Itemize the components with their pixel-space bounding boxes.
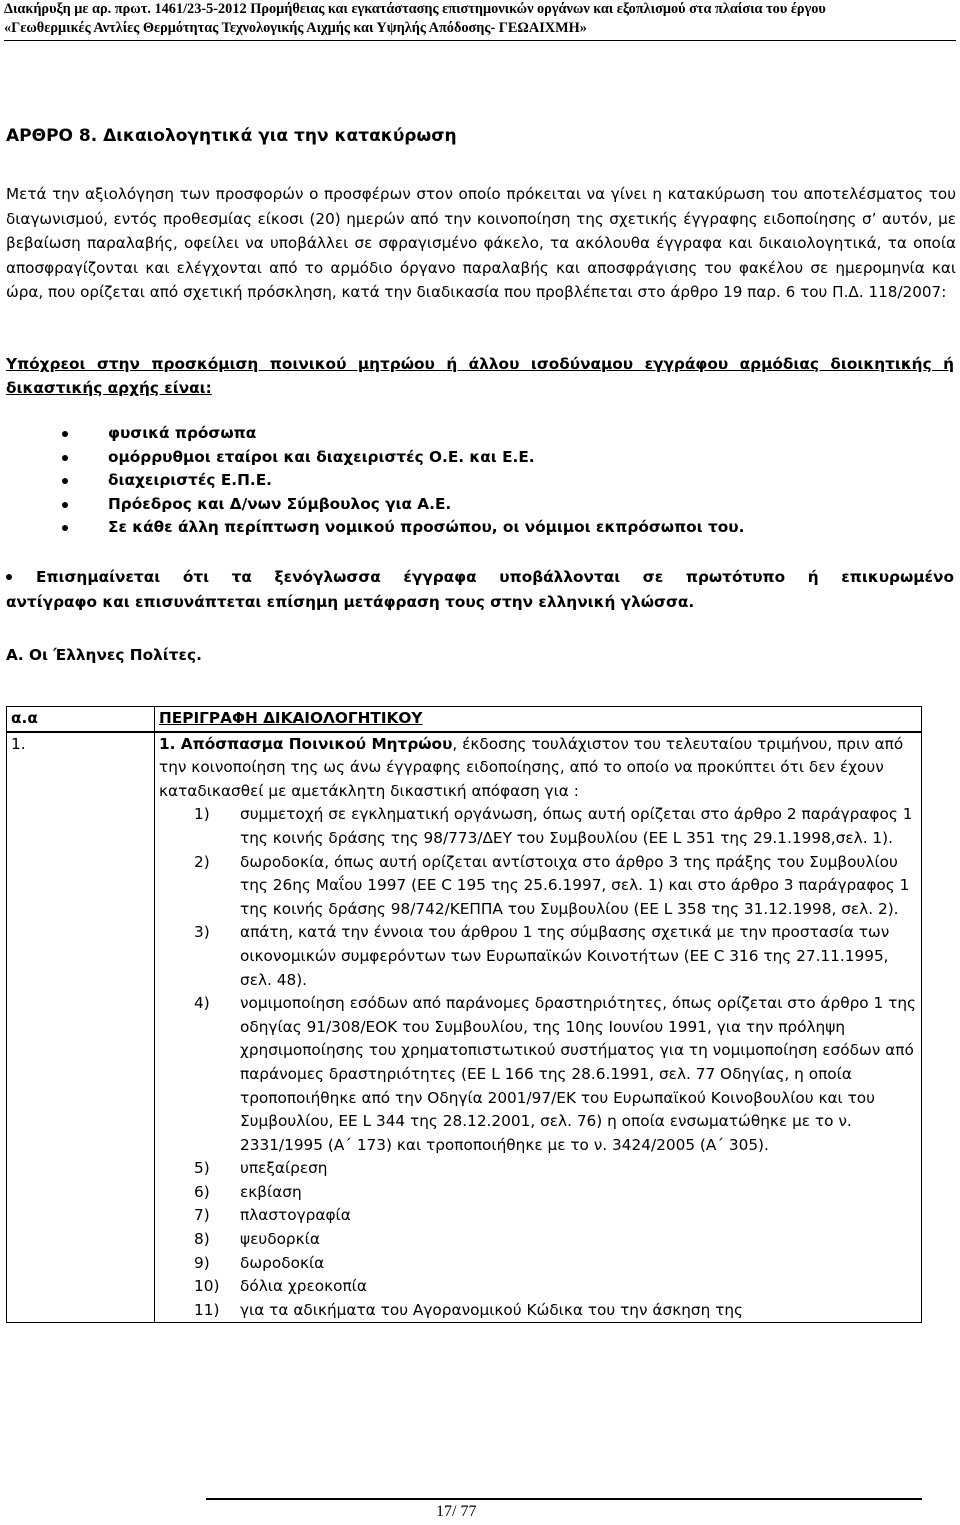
- list-item: 1) συμμετοχή σε εγκληματική οργάνωση, όπως αυτή ορίζεται στο άρθρο 2 παράγραφος 1 της κοινής δράσης της 98/773/ΔΕΥ του Συμβουλίου (ΕΕ L 351 της 29.1.1998,σελ. 1).: [194, 805, 913, 847]
- offences-list: [159, 803, 921, 1322]
- bullet-icon: [62, 525, 68, 531]
- obligated-heading: Υπόχρεοι στην προσκόμιση ποινικού μητρώου ή άλλου ισοδύναμου εγγράφου αρμόδιας διοικητικής ή δικαστικής αρχής είναι:: [6, 355, 954, 397]
- bullet-icon: [62, 478, 68, 484]
- list-item: 3) απάτη, κατά την έννοια του άρθρου 1 της σύμβασης σχετικά με την προστασία των οικονομικών συμφερόντων των Ευρωπαϊκών Κοινοτήτων (ΕΕ C 316 της 27.11.1995, σελ. 48).: [194, 923, 890, 989]
- list-item: φυσικά πρόσωπα: [62, 422, 744, 446]
- page-number: 17/ 77: [436, 1503, 477, 1520]
- article-title: ΑΡΘΡΟ 8. Δικαιολογητικά για την κατακύρωση: [6, 126, 457, 146]
- list-item: 10) δόλια χρεοκοπία: [194, 1277, 367, 1296]
- list-item: 2) δωροδοκία, όπως αυτή ορίζεται αντίστοιχα στο άρθρο 3 της πράξης του Συμβουλίου της 26ης Μαΐου 1997 (ΕΕ C 195 της 25.6.1997, σελ. 1) και στο άρθρο 3 παράγραφος 1 της κοινής δράσης 98/742/ΚΕΠΠΑ του Συμβουλίου (ΕΕ L 358 της 31.12.1998, σελ. 2).: [194, 852, 910, 918]
- criminal-record-lead: 1. Απόσπασμα Ποινικού Μητρώου, έκδοσης τουλάχιστον του τελευταίου τριμήνου, πριν από την κοινοποίηση της ως άνω έγγραφης ειδοποίησης, από το οποίο να προκύπτει ότι δεν έχουν καταδικασθεί με αμετάκλητη δικαστική απόφαση για :: [159, 734, 904, 800]
- list-item: Σε κάθε άλλη περίπτωση νομικού προσώπου, οι νόμιμοι εκπρόσωποι του.: [62, 516, 744, 540]
- list-item: διαχειριστές Ε.Π.Ε.: [62, 469, 744, 493]
- column-header-description: ΠΕΡΙΓΡΑΦΗ ΔΙΚΑΙΟΛΟΓΗΤΙΚΟΥ: [155, 707, 922, 732]
- bullet-icon: [62, 455, 68, 461]
- list-item: 8) ψευδορκία: [194, 1230, 320, 1249]
- list-item: 11) για τα αδικήματα του Αγορανομικού Κώδικα του την άσκηση της: [194, 1300, 744, 1319]
- row-number: 1.: [7, 732, 155, 1323]
- list-item: 4) νομιμοποίηση εσόδων από παράνομες δραστηριότητες, όπως ορίζεται στο άρθρο 1 της οδηγίας 91/308/ΕΟΚ του Συμβουλίου, της 10ης Ιουνίου 1991, για την πρόληψη χρησιμοποίησης του χρηματοπιστωτικού συστήματος για τη νομιμοποίηση εσόδων από παράνομες δραστηριότητες (ΕΕ L 166 της 28.6.1991, σελ. 77 Οδηγίας, η οποία τροποποιήθηκε από την Οδηγία 2001/97/ΕΚ του Ευρωπαϊκού Κοινοβουλίου και του Συμβουλίου, ΕΕ L 344 της 28.12.2001, σελ. 76) η οποία ενσωματώθηκε με το ν. 2331/1995 (Α΄ 173) και τροποποιήθηκε με το ν. 3424/2005 (Α΄ 305).: [194, 994, 916, 1154]
- section-heading: Α. Οι Έλληνες Πολίτες.: [6, 646, 202, 664]
- list-item: 5) υπεξαίρεση: [194, 1159, 328, 1178]
- bullet-icon: [62, 502, 68, 508]
- obligated-list: [62, 422, 744, 540]
- notice-line-2: αντίγραφο και επισυνάπτεται επίσημη μετάφραση τους στην ελληνική γλώσσα.: [6, 593, 695, 611]
- list-item: 6) εκβίαση: [194, 1182, 302, 1201]
- column-header-number: α.α: [7, 707, 155, 732]
- table-header-row: [7, 707, 922, 732]
- row-description: [155, 732, 922, 1323]
- list-item: ομόρρυθμοι εταίροι και διαχειριστές Ο.Ε. και Ε.Ε.: [62, 446, 744, 470]
- bullet-icon: [6, 574, 12, 580]
- documents-table: [6, 706, 922, 1323]
- footer-divider: [206, 1498, 922, 1500]
- list-item: 7) πλαστογραφία: [194, 1206, 351, 1225]
- intro-paragraph: Μετά την αξιολόγηση των προσφορών ο προσφέρων στον οποίο πρόκειται να γίνει η κατακύρωση του αποτελέσματος του διαγωνισμού, εντός προθεσμίας είκοσι (20) ημερών από την κοινοποίηση της σχετικής έγγραφης ειδοποίησης σ’ αυτόν, με βεβαίωση παραλαβής, οφείλει να υποβάλλει σε σφραγισμένο φάκελο, τα ακόλουθα έγγραφα και δικαιολογητικά, τα οποία αποσφραγίζονται και ελέγχονται από το αρμόδιο όργανο παραλαβής και αποσφράγισης του φακέλου σε ημερομηνία και ώρα, που ορίζεται από σχετική πρόσκληση, κατά την διαδικασία που προβλέπεται στο άρθρο 19 παρ. 6 του Π.Δ. 118/2007:: [6, 185, 956, 301]
- list-item: Πρόεδρος και Δ/νων Σύμβουλος για Α.Ε.: [62, 493, 744, 517]
- translation-notice: [6, 565, 954, 615]
- document-header: [4, 0, 956, 41]
- notice-line-1: Επισημαίνεται ότι τα ξενόγλωσσα έγγραφα υποβάλλονται σε πρωτότυπο ή επικυρωμένο: [36, 568, 954, 586]
- bullet-icon: [62, 431, 68, 437]
- list-item: 9) δωροδοκία: [194, 1253, 325, 1272]
- header-line-2: «Γεωθερμικές Αντλίες Θερμότητας Τεχνολογικής Αιχμής και Υψηλής Απόδοσης- ΓΕΩΑΙΧΜΗ»: [4, 20, 587, 36]
- header-line-1: Διακήρυξη με αρ. πρωτ. 1461/23-5-2012 Προμήθειας και εγκατάστασης επιστημονικών οργάνων και εξοπλισμού στα πλαίσια του έργου: [4, 1, 826, 17]
- table-row: [7, 732, 922, 1323]
